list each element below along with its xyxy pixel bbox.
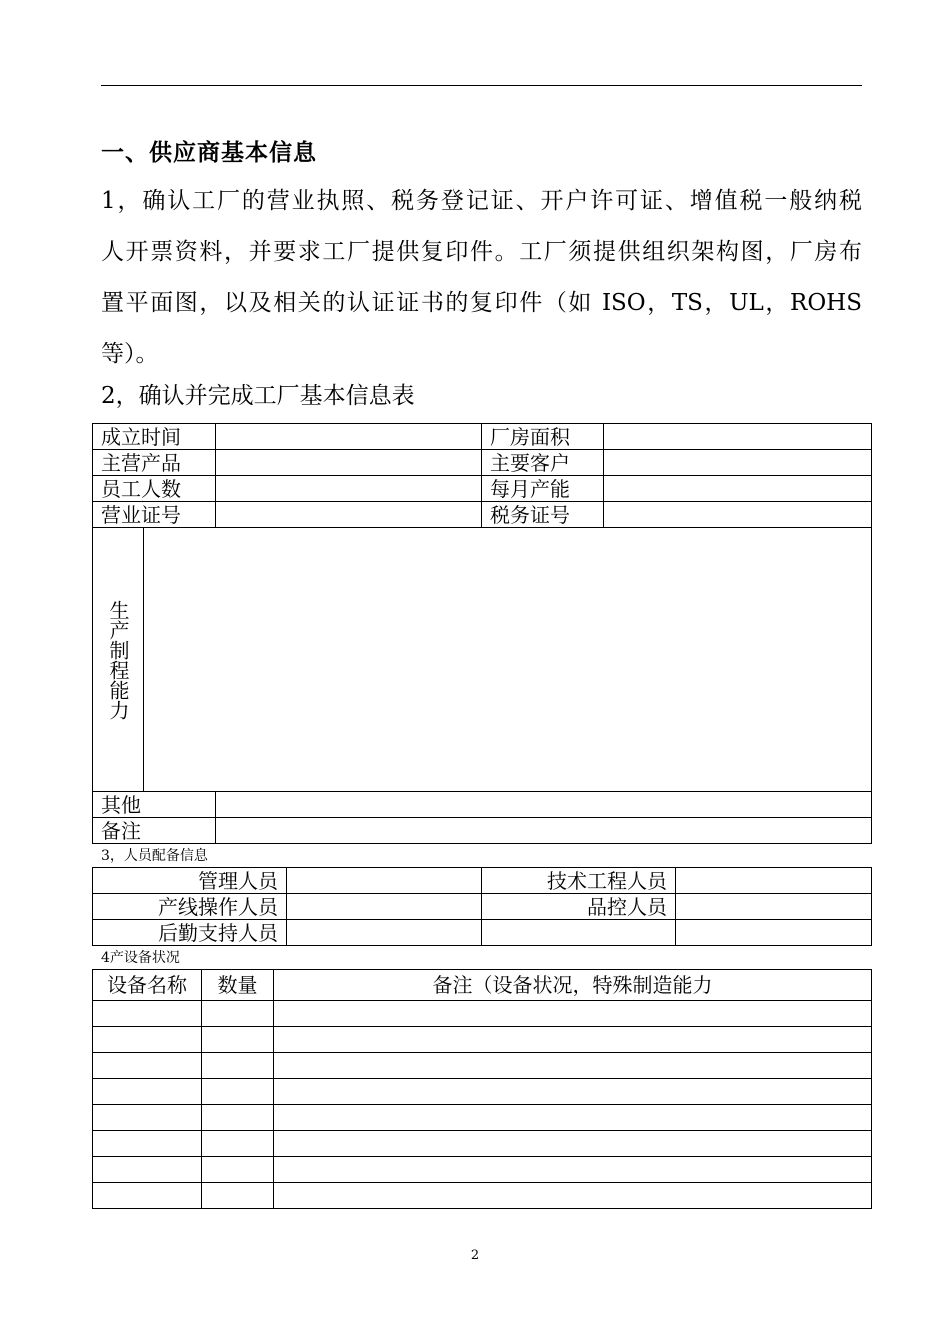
value-cell[interactable]: [604, 424, 872, 450]
table-row: [93, 1183, 872, 1209]
column-header-remark: 备注（设备状况，特殊制造能力: [274, 970, 872, 1001]
label-cell: 税务证号: [482, 502, 604, 528]
label-cell: 技术工程人员: [482, 868, 676, 894]
paragraph-1-line-2: 人开票资料，并要求工厂提供复印件。工厂须提供组织架构图，厂房布: [101, 239, 862, 265]
equipment-remark-cell[interactable]: [274, 1105, 872, 1131]
staff-table: [92, 867, 872, 946]
value-cell[interactable]: [604, 450, 872, 476]
table-row: [93, 920, 872, 946]
section-3-caption: 3，人员配备信息: [101, 848, 208, 864]
label-cell: 产线操作人员: [93, 894, 287, 920]
table-row: [93, 894, 872, 920]
label-cell: 主营产品: [93, 450, 216, 476]
column-header-name: 设备名称: [93, 970, 202, 1001]
value-cell[interactable]: [216, 502, 482, 528]
equipment-qty-cell[interactable]: [202, 1001, 274, 1027]
table-row: [93, 1157, 872, 1183]
paragraph-2: 2，确认并完成工厂基本信息表: [101, 383, 415, 409]
table-row: [93, 792, 872, 818]
equipment-table: [92, 969, 872, 1209]
table-row: [93, 1105, 872, 1131]
table-row: [93, 1131, 872, 1157]
label-cell: 成立时间: [93, 424, 216, 450]
table-row: [93, 868, 872, 894]
label-cell: 后勤支持人员: [93, 920, 287, 946]
equipment-name-cell[interactable]: [93, 1157, 202, 1183]
equipment-name-cell[interactable]: [93, 1079, 202, 1105]
value-cell[interactable]: [604, 476, 872, 502]
table-row: [93, 1053, 872, 1079]
equipment-name-cell[interactable]: [93, 1001, 202, 1027]
value-cell[interactable]: [216, 476, 482, 502]
label-cell: 厂房面积: [482, 424, 604, 450]
equipment-remark-cell[interactable]: [274, 1001, 872, 1027]
table-row: [93, 818, 872, 844]
value-cell[interactable]: [287, 894, 482, 920]
value-cell[interactable]: [216, 818, 872, 844]
section-heading: 一、供应商基本信息: [101, 139, 317, 166]
equipment-name-cell[interactable]: [93, 1053, 202, 1079]
table-row: [93, 1079, 872, 1105]
equipment-name-cell[interactable]: [93, 1105, 202, 1131]
label-cell: 其他: [93, 792, 216, 818]
label-cell: 管理人员: [93, 868, 287, 894]
table-header-row: [93, 970, 872, 1001]
equipment-name-cell[interactable]: [93, 1131, 202, 1157]
equipment-qty-cell[interactable]: [202, 1157, 274, 1183]
value-cell[interactable]: [287, 868, 482, 894]
equipment-qty-cell[interactable]: [202, 1131, 274, 1157]
equipment-remark-cell[interactable]: [274, 1053, 872, 1079]
table-row: [93, 1027, 872, 1053]
label-cell: 每月产能: [482, 476, 604, 502]
label-cell: 员工人数: [93, 476, 216, 502]
value-cell[interactable]: [287, 920, 482, 946]
table-row: [93, 476, 872, 502]
value-cell[interactable]: [216, 424, 482, 450]
label-cell: 营业证号: [93, 502, 216, 528]
value-cell[interactable]: [482, 920, 676, 946]
table-row: [93, 450, 872, 476]
equipment-remark-cell[interactable]: [274, 1027, 872, 1053]
paragraph-1-line-1: 1，确认工厂的营业执照、税务登记证、开户许可证、增值税一般纳税: [101, 188, 862, 214]
table-row: [93, 502, 872, 528]
equipment-remark-cell[interactable]: [274, 1183, 872, 1209]
basic-info-table: [92, 423, 872, 844]
value-cell[interactable]: [216, 792, 872, 818]
capability-row: [93, 528, 872, 792]
paragraph-1-line-4: 等）。: [101, 341, 159, 367]
paragraph-1: [101, 176, 862, 380]
value-cell[interactable]: [604, 502, 872, 528]
equipment-name-cell[interactable]: [93, 1027, 202, 1053]
table-row: [93, 1001, 872, 1027]
page-number: 2: [470, 1248, 480, 1263]
equipment-qty-cell[interactable]: [202, 1053, 274, 1079]
equipment-qty-cell[interactable]: [202, 1027, 274, 1053]
table-row: [93, 424, 872, 450]
value-cell[interactable]: [676, 920, 872, 946]
equipment-remark-cell[interactable]: [274, 1131, 872, 1157]
section-4-caption: 4产设备状况: [101, 950, 180, 966]
value-cell[interactable]: [676, 868, 872, 894]
equipment-qty-cell[interactable]: [202, 1079, 274, 1105]
column-header-quantity: 数量: [202, 970, 274, 1001]
label-cell: 品控人员: [482, 894, 676, 920]
equipment-qty-cell[interactable]: [202, 1105, 274, 1131]
equipment-qty-cell[interactable]: [202, 1183, 274, 1209]
equipment-remark-cell[interactable]: [274, 1157, 872, 1183]
label-cell: 备注: [93, 818, 216, 844]
equipment-remark-cell[interactable]: [274, 1079, 872, 1105]
header-rule: [101, 85, 862, 86]
paragraph-1-line-3: 置平面图，以及相关的认证证书的复印件（如 ISO，TS，UL，ROHS: [101, 290, 862, 316]
value-cell[interactable]: [676, 894, 872, 920]
label-cell: 主要客户: [482, 450, 604, 476]
capability-label: 生产制程能力: [93, 528, 144, 792]
value-cell[interactable]: [216, 450, 482, 476]
capability-value[interactable]: [144, 528, 872, 792]
equipment-name-cell[interactable]: [93, 1183, 202, 1209]
